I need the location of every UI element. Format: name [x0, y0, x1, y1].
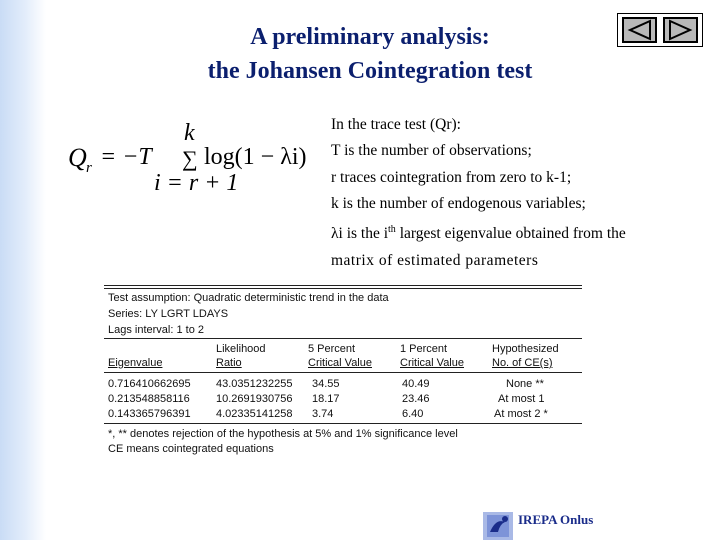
row-1-likelihood-ratio: 43.0351232255: [216, 378, 293, 390]
row-1-cv5: 34.55: [312, 378, 340, 390]
lags-label: Lags interval: 1 to 2: [108, 324, 205, 336]
title-line-1: A preliminary analysis:: [250, 24, 490, 50]
row-3-hypothesis: At most 2 *: [494, 408, 548, 420]
test-assumption: Test assumption: Quadratic deterministic trend in the data: [108, 292, 389, 304]
row-1-hypothesis: None **: [506, 378, 544, 390]
johansen-results-table: [104, 283, 582, 459]
description-line-1: In the trace test (Qr):: [331, 116, 461, 133]
table-rule-top-2: [104, 288, 582, 289]
formula-lhs: Q: [68, 143, 87, 172]
description-line-5-pre: λi is the i: [331, 225, 389, 243]
formula-lhs-subscript: r: [86, 160, 92, 176]
row-3-eigenvalue: 0.143365796391: [108, 408, 191, 420]
footer-organization: IREPA Onlus: [518, 512, 594, 527]
triangle-right-icon: [665, 19, 696, 41]
triangle-left-icon: [624, 19, 655, 41]
irepa-logo-icon: [481, 510, 515, 540]
significance-note: *, ** denotes rejection of the hypothesis at 5% and 1% significance level: [108, 428, 458, 440]
header-1-percent: 1 Percent: [400, 343, 448, 355]
header-no-of-ces: No. of CE(s): [492, 357, 553, 369]
trace-test-formula: [66, 120, 316, 200]
header-5-percent: 5 Percent: [308, 343, 356, 355]
row-2-hypothesis: At most 1: [498, 393, 545, 405]
row-2-likelihood-ratio: 10.2691930756: [216, 393, 293, 405]
formula-equals: = −T: [100, 144, 152, 170]
next-slide-button[interactable]: [663, 17, 698, 43]
description-line-2: T is the number of observations;: [331, 142, 532, 160]
slide-title: [150, 20, 590, 88]
row-3-likelihood-ratio: 4.02335141258: [216, 408, 293, 420]
title-line-2: the Johansen Cointegration test: [207, 58, 533, 84]
header-likelihood: Likelihood: [216, 343, 266, 355]
formula-sigma: ∑: [182, 146, 198, 171]
description-line-5-sup: th: [388, 224, 396, 236]
description-line-3: r traces cointegration from zero to k-1;: [331, 168, 572, 186]
description-line-5-post: largest eigenvalue obtained from the: [395, 225, 626, 243]
row-3-cv1: 6.40: [402, 408, 424, 420]
header-ratio: Ratio: [216, 357, 242, 369]
table-rule-header: [104, 338, 582, 339]
previous-slide-button[interactable]: [622, 17, 657, 43]
row-1-cv1: 40.49: [402, 378, 430, 390]
formula-log-term: log(1 − λi): [204, 144, 307, 170]
header-hypothesized: Hypothesized: [492, 343, 559, 355]
header-5-critical-value: Critical Value: [308, 357, 372, 369]
series-label: Series: LY LGRT LDAYS: [108, 308, 229, 320]
table-rule-bottom: [104, 423, 582, 424]
row-2-cv1: 23.46: [402, 393, 430, 405]
table-rule-body: [104, 372, 582, 373]
description-line-4: k is the number of endogenous variables;: [331, 194, 586, 212]
row-3-cv5: 3.74: [312, 408, 334, 420]
header-1-critical-value: Critical Value: [400, 357, 464, 369]
description-line-5: [331, 217, 691, 247]
header-eigenvalue: Eigenvalue: [108, 357, 163, 369]
row-2-cv5: 18.17: [312, 393, 340, 405]
description-line-6: matrix of estimated parameters: [331, 251, 539, 269]
row-1-eigenvalue: 0.716410662695: [108, 378, 191, 390]
formula-sum-bottom: i = r + 1: [154, 170, 239, 196]
table-rule-top: [104, 285, 582, 286]
slide-navigation: [617, 13, 703, 47]
formula-sum-top: k: [184, 120, 195, 146]
trace-test-description: [331, 112, 691, 274]
left-decorative-band: [0, 0, 46, 540]
row-2-eigenvalue: 0.213548858116: [108, 393, 190, 405]
ce-note: CE means cointegrated equations: [108, 443, 274, 455]
